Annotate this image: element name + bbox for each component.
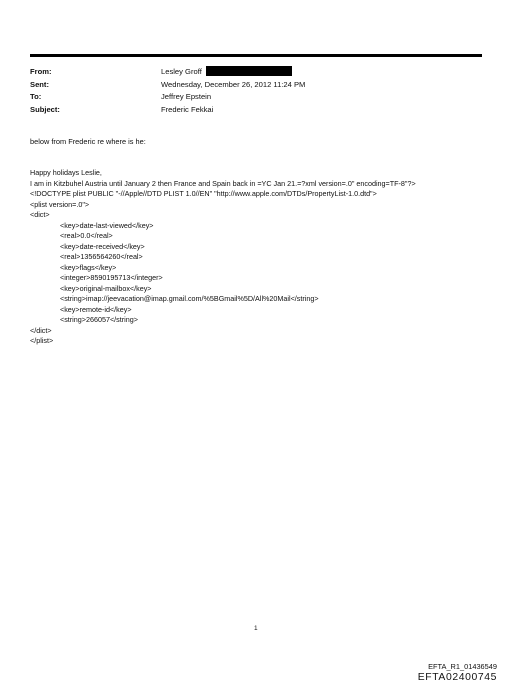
body-line: <plist version=.0"> <box>30 199 90 209</box>
intro-text: below from Frederic re where is he: <box>30 137 146 146</box>
email-header <box>30 66 482 116</box>
body-line: <key>flags</key> <box>60 262 117 272</box>
body-line: <string>imap://jeevacation@imap.gmail.com/%5BGmail%5D/All%20Mail</string> <box>60 294 319 303</box>
body-line: <!DOCTYPE plist PUBLIC "-//Apple//DTD PLIST 1.0//EN" "http://www.apple.com/DTDs/PropertyList-1.0.dtd"> <box>30 189 377 198</box>
sent-row <box>30 79 482 92</box>
from-value: Lesley Groff <box>161 67 202 76</box>
body-line: <key>original-mailbox</key> <box>60 283 152 293</box>
body-line: <key>date-received</key> <box>60 241 145 251</box>
subject-row <box>30 104 482 117</box>
body-line: <integer>8590195713</integer> <box>60 273 163 282</box>
body-line: <real>1356564260</real> <box>60 252 143 261</box>
from-label: From: <box>30 67 52 76</box>
body-line: I am in Kitzbuhel Austria until January 2 then France and Spain back in =YC Jan 21.=?xml version=.0" encoding=TF-8"?> <box>30 178 416 188</box>
body-line: </plist> <box>30 336 54 345</box>
subject-value: Frederic Fekkai <box>161 104 214 114</box>
body-line: <string>266057</string> <box>60 315 138 324</box>
body-line: <real>0.0</real> <box>60 231 113 240</box>
to-label: To: <box>30 92 42 101</box>
from-value-wrap <box>161 66 292 79</box>
bates-stamp-small: EFTA_R1_01436549 <box>428 662 497 671</box>
redaction-bar <box>206 66 292 76</box>
bates-stamp-large: EFTA02400745 <box>417 672 497 683</box>
message-body <box>30 168 500 347</box>
to-value: Jeffrey Epstein <box>161 92 212 101</box>
subject-label: Subject: <box>30 104 60 114</box>
body-line: Happy holidays Leslie, <box>30 168 102 177</box>
to-row <box>30 91 482 104</box>
from-row <box>30 66 482 79</box>
body-line: </dict> <box>30 325 52 335</box>
sent-value: Wednesday, December 26, 2012 11:24 PM <box>161 79 306 89</box>
body-line: <key>date-last-viewed</key> <box>60 220 154 230</box>
body-line: <key>remote-id</key> <box>60 304 132 314</box>
page-number: 1 <box>254 625 258 632</box>
body-line: <dict> <box>30 210 50 219</box>
header-rule <box>30 54 482 57</box>
sent-label: Sent: <box>30 79 49 89</box>
